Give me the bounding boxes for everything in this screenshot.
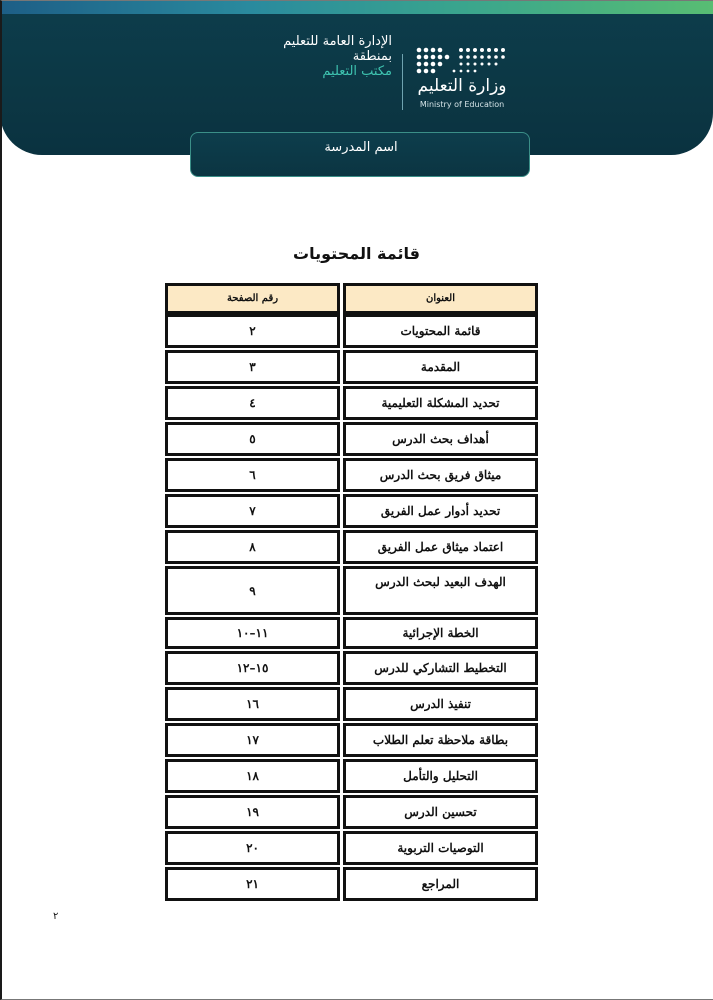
- admin-region: بمنطقة: [352, 49, 392, 64]
- toc-row: [165, 831, 538, 867]
- toc-row-page: ٢٠: [165, 831, 340, 865]
- toc-row: [165, 867, 538, 903]
- toc-row: [165, 651, 538, 687]
- toc-row-title: ميثاق فريق بحث الدرس: [343, 458, 538, 492]
- ministry-name-ar: وزارة التعليم: [417, 76, 507, 96]
- toc-row: [165, 566, 538, 617]
- toc-row-page: ١١–١٠: [165, 617, 340, 649]
- toc-row-title: التخطيط التشاركي للدرس: [343, 651, 538, 685]
- toc-row-page: ١٥–١٢: [165, 651, 340, 685]
- logo-divider: [402, 54, 403, 110]
- toc-row-title: تحديد المشكلة التعليمية: [343, 386, 538, 420]
- toc-row-title: تحديد أدوار عمل الفريق: [343, 494, 538, 528]
- toc-row-title: التوصيات التربوية: [343, 831, 538, 865]
- toc-header-page: رقم الصفحة: [165, 283, 340, 314]
- school-name-box: [190, 132, 530, 177]
- toc-row-page: ١٦: [165, 687, 340, 721]
- toc-row: [165, 350, 538, 386]
- toc-row-page: ٣: [165, 350, 340, 384]
- toc-row-page: ١٩: [165, 795, 340, 829]
- toc-row-page: ١٨: [165, 759, 340, 793]
- toc-row-title: تنفيذ الدرس: [343, 687, 538, 721]
- education-office: مكتب التعليم: [322, 64, 392, 79]
- toc-row-title: تحسين الدرس: [343, 795, 538, 829]
- ministry-logo: [412, 46, 512, 116]
- toc-row-title: التحليل والتأمل: [343, 759, 538, 793]
- toc-row-page: ٥: [165, 422, 340, 456]
- toc-row: [165, 617, 538, 651]
- page-number: ٢: [53, 911, 59, 922]
- toc-row-page: ٨: [165, 530, 340, 564]
- toc-row: [165, 494, 538, 530]
- education-admin-block: [236, 34, 392, 79]
- toc-row: [165, 723, 538, 759]
- toc-row-page: ٦: [165, 458, 340, 492]
- toc-row: [165, 759, 538, 795]
- toc-row-title: قائمة المحتويات: [343, 314, 538, 348]
- toc-row-page: ٧: [165, 494, 340, 528]
- toc-row-title: المراجع: [343, 867, 538, 901]
- admin-title: الإدارة العامة للتعليم: [283, 34, 392, 49]
- toc-row-page: ٩: [165, 566, 340, 615]
- ministry-name-en: Ministry of Education: [419, 100, 505, 109]
- toc-row-page: ٢: [165, 314, 340, 348]
- toc-row: [165, 795, 538, 831]
- toc-row: [165, 314, 538, 350]
- toc-header-row: [165, 283, 538, 314]
- toc-title: قائمة المحتويات: [293, 244, 420, 263]
- school-name-label: اسم المدرسة: [324, 140, 398, 155]
- ministry-dots-icon: [415, 46, 507, 76]
- toc-row-page: ٤: [165, 386, 340, 420]
- toc-row-title: الهدف البعيد لبحث الدرس: [343, 566, 538, 615]
- toc-row-title: الخطة الإجرائية: [343, 617, 538, 649]
- toc-header-title: العنوان: [343, 283, 538, 314]
- toc-row: [165, 386, 538, 422]
- toc-row-title: المقدمة: [343, 350, 538, 384]
- toc-row-page: ١٧: [165, 723, 340, 757]
- toc-row-page: ٢١: [165, 867, 340, 901]
- toc-row-title: اعتماد ميثاق عمل الفريق: [343, 530, 538, 564]
- toc-row: [165, 530, 538, 566]
- toc-row-title: بطاقة ملاحظة تعلم الطلاب: [343, 723, 538, 757]
- toc-row-title: أهداف بحث الدرس: [343, 422, 538, 456]
- toc-row: [165, 422, 538, 458]
- toc-table: [165, 283, 538, 903]
- gradient-strip: [0, 0, 713, 14]
- toc-row: [165, 458, 538, 494]
- toc-row: [165, 687, 538, 723]
